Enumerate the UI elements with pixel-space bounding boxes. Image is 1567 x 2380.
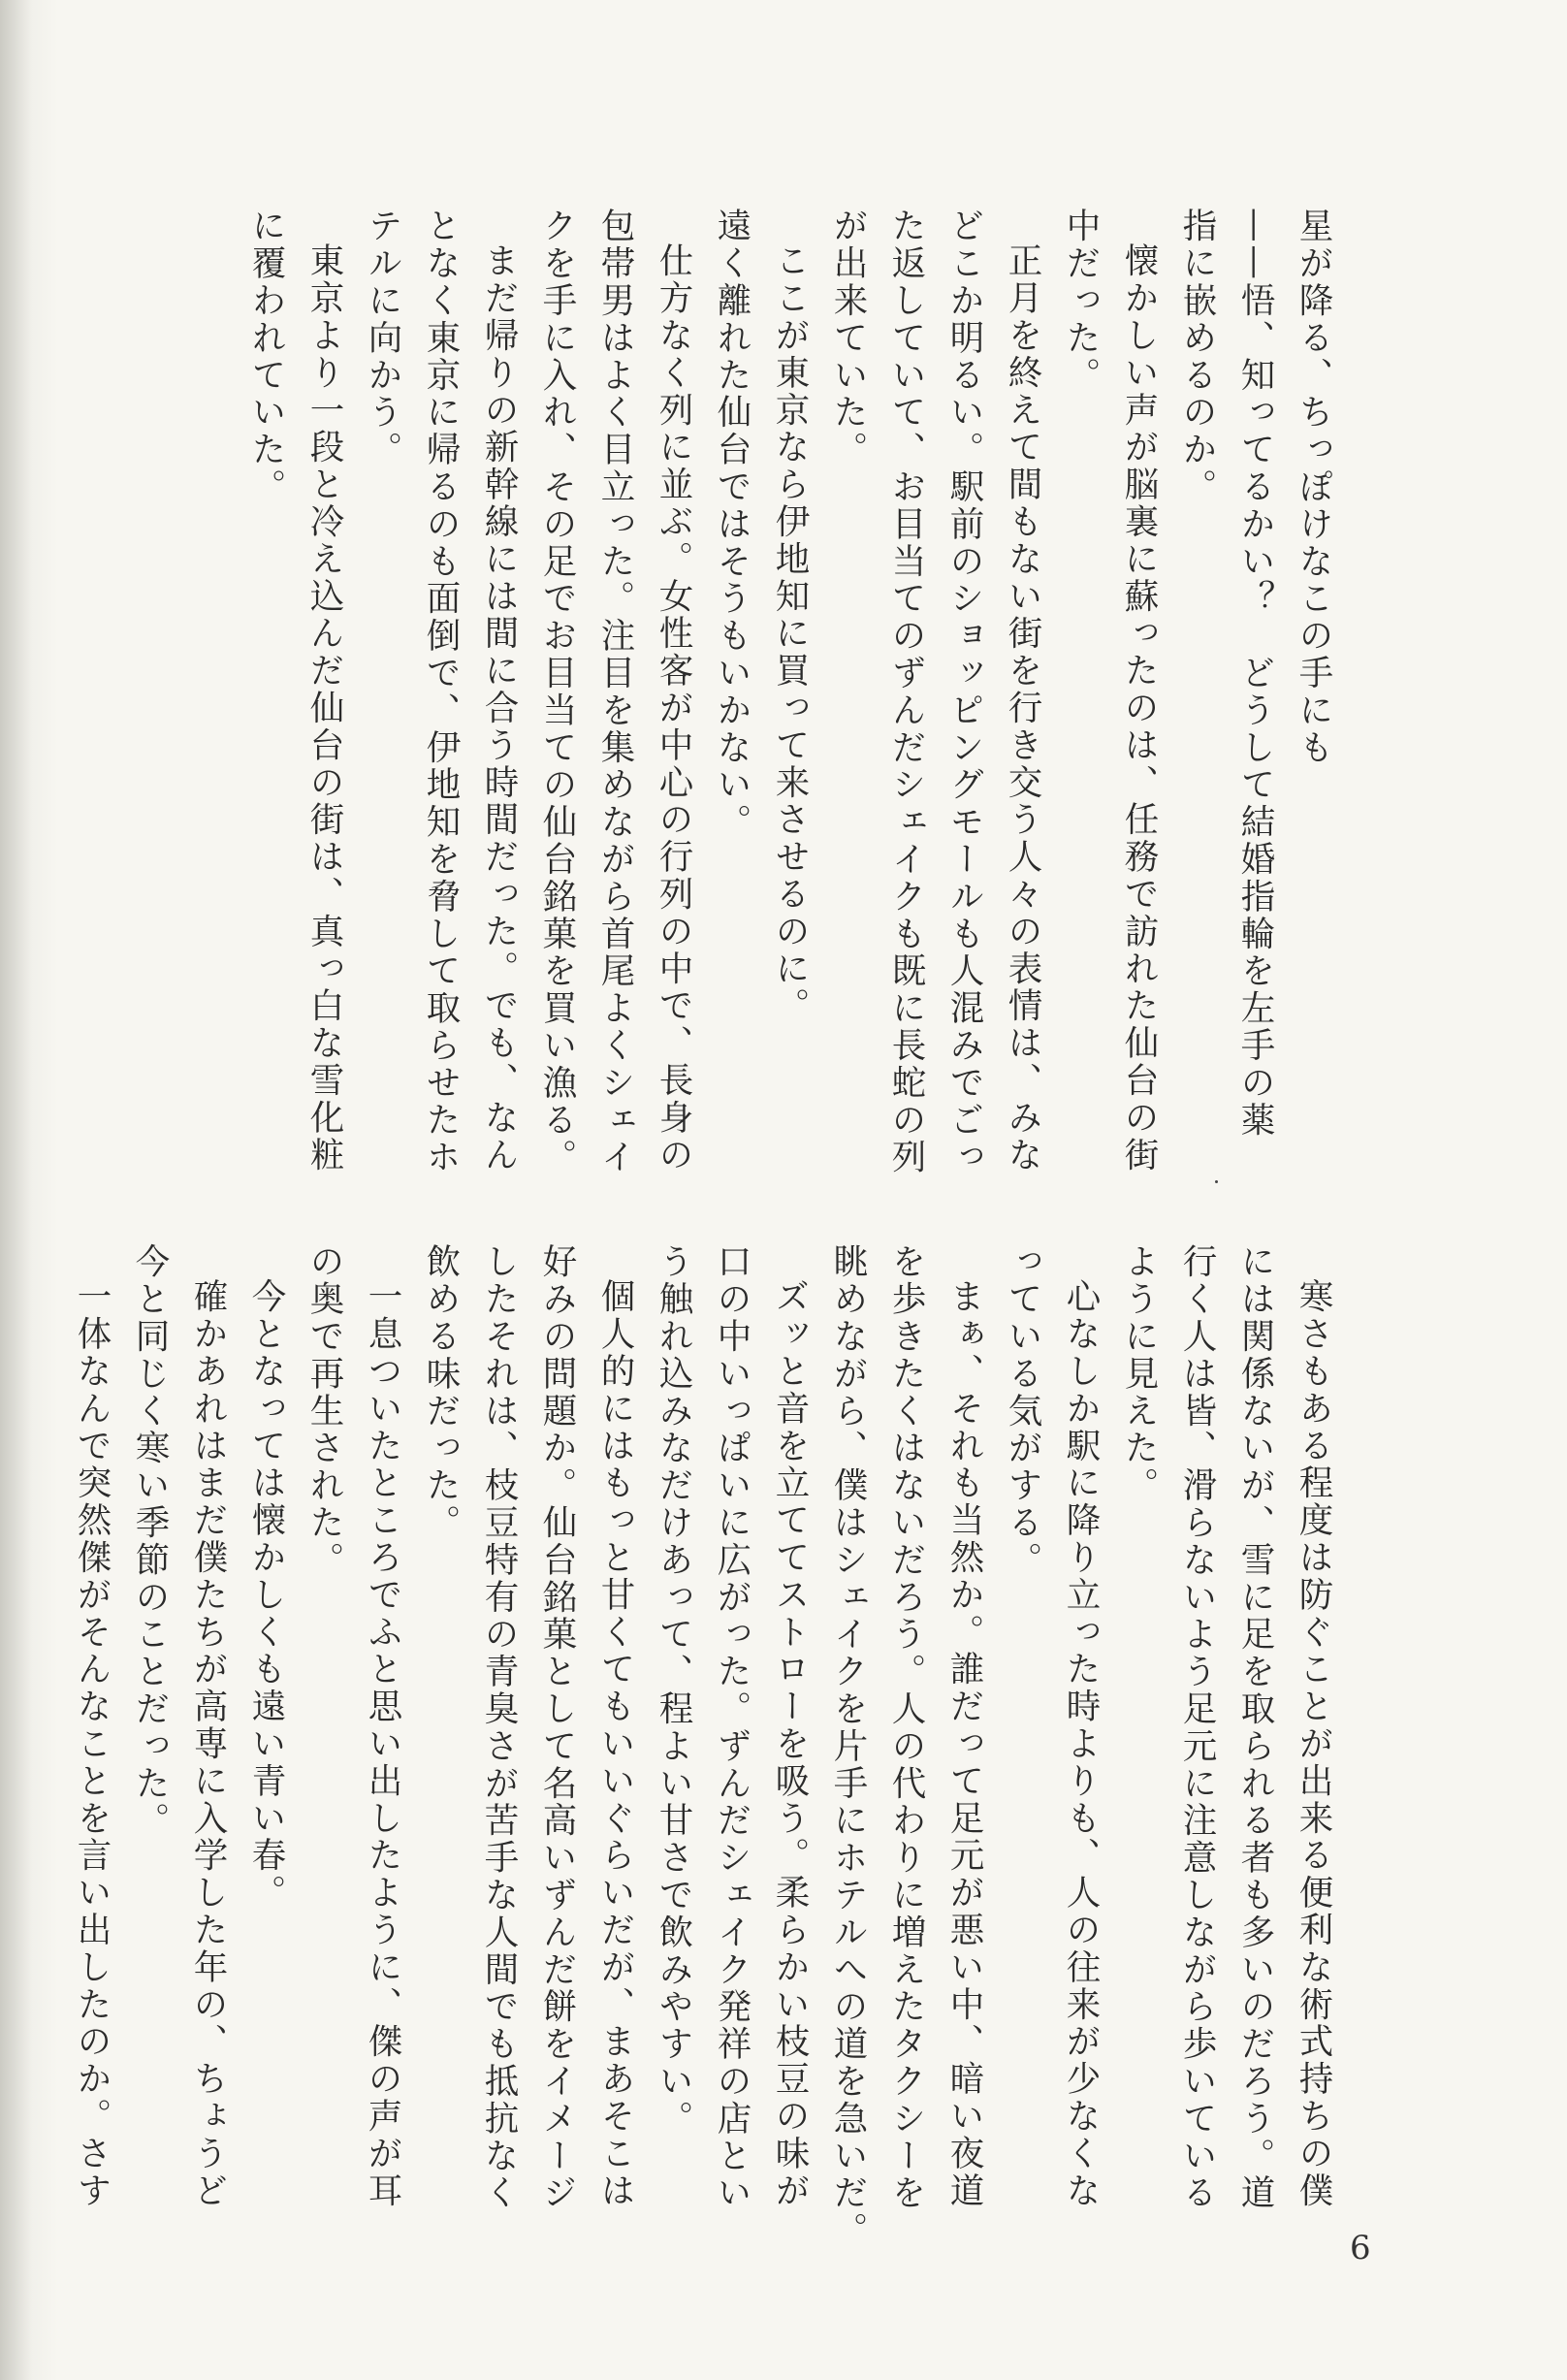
page-number: 6 [1350, 2229, 1371, 2267]
text-line: 中だった。 [1061, 208, 1101, 394]
lower-text-block [72, 1243, 1342, 2271]
text-line: には関係ないが、雪に足を取られる者も多いのだろう。道 [1235, 1243, 1275, 2212]
text-line: ——悟、知ってるかい？ どうして結婚指輪を左手の薬 [1235, 208, 1275, 1139]
text-line: テルに向かう。 [363, 208, 402, 468]
text-line: っている気がする。 [1003, 1243, 1042, 1579]
text-line: ズッと音を立ててストローを吸う。柔らかい枝豆の味が [770, 1277, 810, 2209]
text-line: 口の中いっぱいに広がった。ずんだシェイク発祥の店とい [712, 1243, 752, 2212]
upper-text-block [246, 208, 1342, 1187]
text-line: 遠く離れた仙台ではそうもいかない。 [712, 208, 752, 841]
text-line: となく東京に帰るのも面倒で、伊地知を脅して取らせたホ [421, 208, 461, 1176]
text-line: の奥で再生された。 [304, 1243, 344, 1579]
text-line: 寒さもある程度は防ぐことが出来る便利な術式持ちの僕 [1294, 1277, 1333, 2209]
text-line: た返していて、お目当てのずんだシェイクも既に長蛇の列 [886, 208, 926, 1176]
text-line: う触れ込みなだけあって、程よい甘さで飲みやすい。 [654, 1243, 693, 2138]
text-line: 包帯男はよく目立った。注目を集めながら首尾よくシェイ [595, 208, 635, 1176]
text-line: ここが東京なら伊地知に買って来させるのに。 [770, 241, 810, 1024]
text-line: が出来ていた。 [828, 208, 868, 468]
text-line: まぁ、それも当然か。誰だって足元が悪い中、暗い夜道 [944, 1277, 984, 2209]
text-line: 懐かしい声が脳裏に蘇ったのは、任務で訪れた仙台の街 [1119, 241, 1159, 1174]
text-line: 確かあれはまだ僕たちが高専に入学した年の、ちょうど [188, 1277, 228, 2209]
text-line: ように見えた。 [1119, 1243, 1159, 1504]
text-line: 眺めながら、僕はシェイクを片手にホテルへの道を急いだ。 [828, 1243, 868, 2249]
text-line: 行く人は皆、滑らないよう足元に注意しながら歩いている [1177, 1243, 1217, 2212]
text-line: 心なしか駅に降り立った時よりも、人の往来が少なくな [1061, 1277, 1101, 2209]
text-line: 一息ついたところでふと思い出したように、傑の声が耳 [363, 1277, 402, 2209]
text-line: 正月を終えて間もない街を行き交う人々の表情は、みな [1003, 241, 1042, 1174]
text-line: 仕方なく列に並ぶ。女性客が中心の行列の中で、長身の [654, 241, 693, 1174]
binding-shadow [0, 0, 58, 2380]
text-line: を歩きたくはないだろう。人の代わりに増えたタクシーを [886, 1243, 926, 2212]
text-line: に覆われていた。 [246, 208, 286, 506]
text-line: どこか明るい。駅前のショッピングモールも人混みでごっ [944, 208, 984, 1176]
text-line: 飲める味だった。 [421, 1243, 461, 1542]
text-line: 今と同じく寒い季節のことだった。 [130, 1243, 170, 1840]
text-line: 今となっては懐かしくも遠い青い春。 [246, 1277, 286, 1912]
text-line: 好みの問題か。仙台銘菓として名高いずんだ餅をイメージ [537, 1243, 577, 2212]
text-line: 一体なんで突然傑がそんなことを言い出したのか。さす [72, 1277, 112, 2209]
stray-dot [1215, 1180, 1218, 1183]
text-line: したそれは、枝豆特有の青臭さが苦手な人間でも抵抗なく [479, 1243, 519, 2212]
text-line: 東京より一段と冷え込んだ仙台の街は、真っ白な雪化粧 [304, 241, 344, 1174]
text-line: 星が降る、ちっぽけなこの手にも [1294, 208, 1333, 766]
text-line: まだ帰りの新幹線には間に合う時間だった。でも、なん [479, 241, 519, 1174]
text-line: 個人的にはもっと甘くてもいいぐらいだが、まあそこは [595, 1277, 635, 2209]
text-line: クを手に入れ、その足でお目当ての仙台銘菓を買い漁る。 [537, 208, 577, 1176]
text-line: 指に嵌めるのか。 [1177, 208, 1217, 506]
